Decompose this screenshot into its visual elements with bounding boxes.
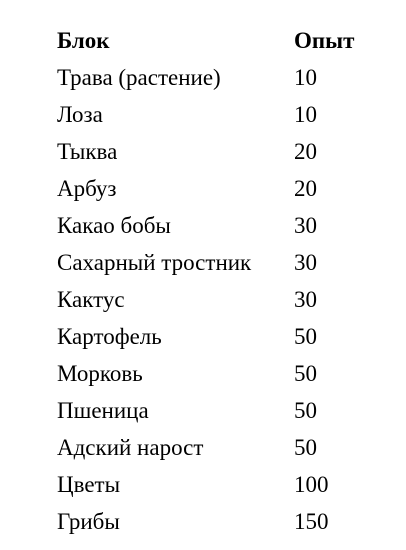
block-name: Грибы xyxy=(57,509,120,534)
xp-value: 20 xyxy=(294,176,317,201)
block-name: Кактус xyxy=(57,287,125,312)
xp-table xyxy=(57,22,364,540)
block-name: Лоза xyxy=(57,102,103,127)
xp-value: 10 xyxy=(294,65,317,90)
block-name: Какао бобы xyxy=(57,213,171,238)
table-row xyxy=(57,244,364,281)
header-xp: Опыт xyxy=(294,28,355,53)
xp-value: 30 xyxy=(294,287,317,312)
table-row xyxy=(57,207,364,244)
table-header-row xyxy=(57,22,364,59)
block-name: Цветы xyxy=(57,472,121,497)
block-name: Пшеница xyxy=(57,398,149,423)
document-page xyxy=(57,22,387,540)
xp-value: 10 xyxy=(294,102,317,127)
block-name: Тыква xyxy=(57,139,118,164)
table-row xyxy=(57,466,364,503)
header-block: Блок xyxy=(57,28,110,53)
block-name: Адский нарост xyxy=(57,435,204,460)
xp-value: 50 xyxy=(294,324,317,349)
xp-value: 30 xyxy=(294,213,317,238)
table-row xyxy=(57,281,364,318)
table-row xyxy=(57,503,364,540)
xp-value: 30 xyxy=(294,250,317,275)
table-row xyxy=(57,429,364,466)
table-row xyxy=(57,170,364,207)
table-row xyxy=(57,318,364,355)
xp-value: 150 xyxy=(294,509,329,534)
block-name: Морковь xyxy=(57,361,143,386)
table-row xyxy=(57,392,364,429)
block-name: Арбуз xyxy=(57,176,117,201)
block-name: Трава (растение) xyxy=(57,65,221,90)
xp-value: 50 xyxy=(294,398,317,423)
xp-value: 50 xyxy=(294,435,317,460)
table-row xyxy=(57,96,364,133)
table-row xyxy=(57,133,364,170)
xp-value: 50 xyxy=(294,361,317,386)
block-name: Картофель xyxy=(57,324,162,349)
xp-value: 100 xyxy=(294,472,329,497)
xp-value: 20 xyxy=(294,139,317,164)
table-row xyxy=(57,59,364,96)
table-row xyxy=(57,355,364,392)
block-name: Сахарный тростник xyxy=(57,250,252,275)
